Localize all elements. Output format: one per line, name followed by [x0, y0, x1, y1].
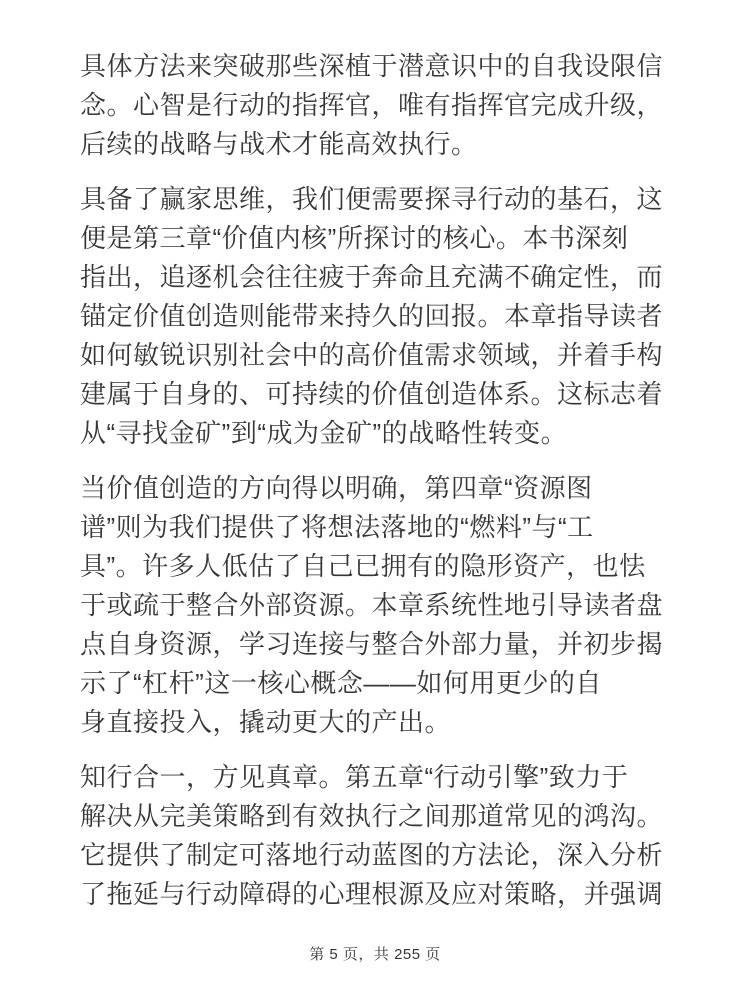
text-line: 便是第三章“价值内核”所探讨的核心。本书深刻 — [80, 223, 629, 253]
text-line: 示了“杠杆”这一核心概念——如何用更少的自 — [80, 668, 602, 698]
paragraph — [80, 47, 674, 164]
text-line: 具体方法来突破那些深植于潜意识中的自我设限信 — [80, 51, 664, 81]
paragraph — [80, 180, 674, 453]
page-indicator: 第 5 页，共 255 页 — [309, 946, 441, 963]
text-line: 点自身资源，学习连接与整合外部力量，并初步揭 — [80, 629, 664, 659]
text-line: 身直接投入，撬动更大的产出。 — [80, 707, 452, 737]
text-line: 具”。许多人低估了自己已拥有的隐形资产，也怯 — [80, 551, 646, 581]
text-line: 解决从完美策略到有效执行之间那道常见的鸿沟。 — [80, 801, 664, 831]
text-line: 如何敏锐识别社会中的高价值需求领域，并着手构 — [80, 340, 664, 370]
text-line: 后续的战略与战术才能高效执行。 — [80, 129, 478, 159]
paragraph — [80, 758, 674, 914]
text-line: 建属于自身的、可持续的价值创造体系。这标志着 — [80, 379, 664, 409]
text-line: 念。心智是行动的指挥官，唯有指挥官完成升级， — [80, 90, 664, 120]
text-line: 指出，追逐机会往往疲于奔命且充满不确定性，而 — [80, 262, 664, 292]
text-line: 谱”则为我们提供了将想法落地的“燃料”与“工 — [80, 512, 594, 542]
text-line: 知行合一，方见真章。第五章“行动引擎”致力于 — [80, 762, 629, 792]
text-line: 从“寻找金矿”到“成为金矿”的战略性转变。 — [80, 418, 568, 448]
paragraph — [80, 469, 674, 742]
text-line: 了拖延与行动障碍的心理根源及应对策略，并强调 — [80, 879, 664, 909]
text-line: 具备了赢家思维，我们便需要探寻行动的基石，这 — [80, 184, 664, 214]
text-line: 当价值创造的方向得以明确，第四章“资源图 — [80, 473, 593, 503]
page-content — [80, 47, 674, 930]
text-line: 它提供了制定可落地行动蓝图的方法论，深入分析 — [80, 840, 664, 870]
text-line: 锚定价值创造则能带来持久的回报。本章指导读者 — [80, 301, 664, 331]
text-line: 于或疏于整合外部资源。本章系统性地引导读者盘 — [80, 590, 664, 620]
